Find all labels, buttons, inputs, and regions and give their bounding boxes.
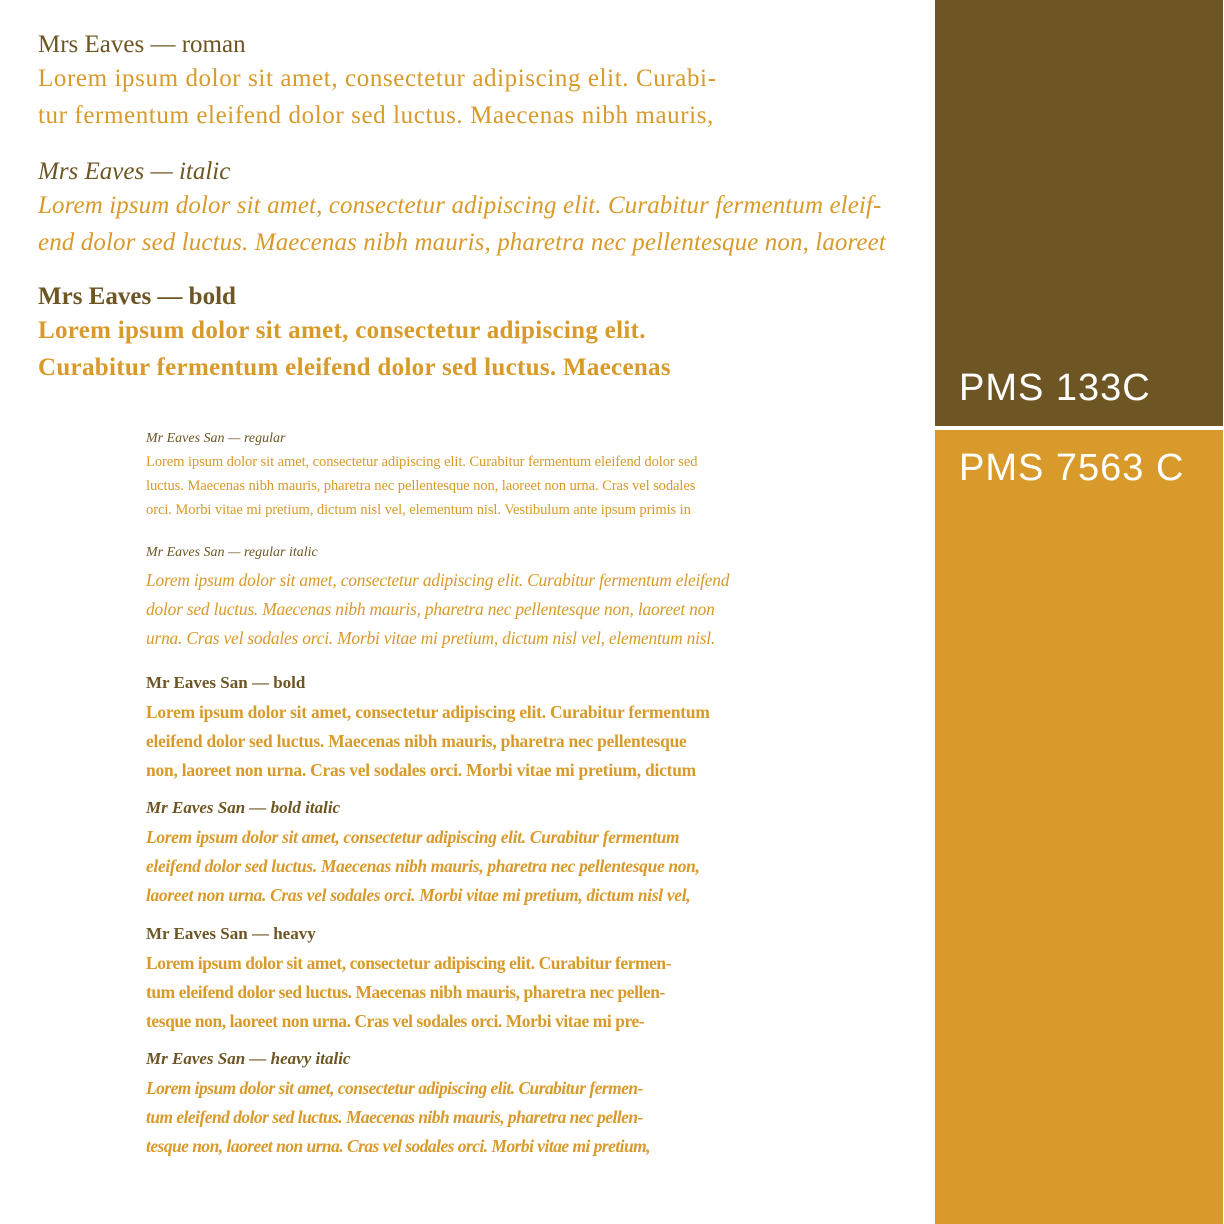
- mr-eaves-san-heavy-italic-label: Mr Eaves San — heavy italic: [146, 1049, 351, 1068]
- sample-line: Lorem ipsum dolor sit amet, consectetur adipiscing elit. Curabi-: [38, 65, 717, 92]
- mr-eaves-san-heavy-italic-block: [146, 1048, 846, 1161]
- sample-line: orci. Morbi vitae mi pretium, dictum nisl vel, elementum nisl. Vestibulum ante ipsum primis in: [146, 502, 691, 518]
- sample-line: Lorem ipsum dolor sit amet, consectetur adipiscing elit. Curabitur fermen-: [146, 1078, 643, 1098]
- sample-line: end dolor sed luctus. Maecenas nibh mauris, pharetra nec pellentesque non, laoreet: [38, 229, 886, 256]
- mrs-eaves-bold-label: Mrs Eaves — bold: [38, 283, 236, 310]
- mrs-eaves-bold-sample: [38, 312, 898, 386]
- mrs-eaves-italic-label: Mrs Eaves — italic: [38, 158, 231, 185]
- sample-line: Lorem ipsum dolor sit amet, consectetur adipiscing elit. Curabitur fermen-: [146, 953, 672, 973]
- mr-eaves-san-regular-italic-label: Mr Eaves San — regular italic: [146, 545, 318, 560]
- mrs-eaves-italic-block: [38, 157, 898, 261]
- sample-line: Curabitur fermentum eleifend dolor sed luctus. Maecenas: [38, 354, 671, 381]
- sample-line: dolor sed luctus. Maecenas nibh mauris, pharetra nec pellentesque non, laoreet non: [146, 599, 715, 619]
- mr-eaves-san-heavy-label: Mr Eaves San — heavy: [146, 924, 316, 943]
- sample-line: Lorem ipsum dolor sit amet, consectetur adipiscing elit. Curabitur fermentum eleif-: [38, 192, 882, 219]
- mrs-eaves-italic-sample: [38, 187, 898, 261]
- sample-line: laoreet non urna. Cras vel sodales orci. Morbi vitae mi pretium, dictum nisl vel,: [146, 885, 691, 905]
- sample-line: tesque non, laoreet non urna. Cras vel sodales orci. Morbi vitae mi pre-: [146, 1011, 645, 1031]
- sample-line: Lorem ipsum dolor sit amet, consectetur adipiscing elit. Curabitur fermentum eleifend: [146, 570, 730, 590]
- mr-eaves-san-heavy-sample: [146, 949, 846, 1036]
- sample-line: Lorem ipsum dolor sit amet, consectetur adipiscing elit. Curabitur fermentum: [146, 702, 710, 722]
- mr-eaves-san-bold-italic-block: [146, 797, 846, 910]
- mrs-eaves-roman-sample: [38, 60, 898, 134]
- sample-line: Lorem ipsum dolor sit amet, consectetur adipiscing elit.: [38, 317, 646, 344]
- swatch-label: PMS 133C: [959, 367, 1151, 409]
- mr-eaves-san-regular-sample: [146, 450, 846, 522]
- sample-line: tum eleifend dolor sed luctus. Maecenas nibh mauris, pharetra nec pellen-: [146, 1107, 643, 1127]
- sample-line: Lorem ipsum dolor sit amet, consectetur adipiscing elit. Curabitur fermentum eleifend dolor sed: [146, 454, 698, 470]
- mr-eaves-san-bold-sample: [146, 698, 846, 785]
- mr-eaves-san-bold-block: [146, 672, 846, 785]
- sample-line: Lorem ipsum dolor sit amet, consectetur adipiscing elit. Curabitur fermentum: [146, 827, 680, 847]
- swatch-pms-7563c: [935, 430, 1223, 1224]
- mrs-eaves-bold-block: [38, 282, 898, 386]
- mr-eaves-san-bold-italic-sample: [146, 823, 846, 910]
- mr-eaves-san-heavy-block: [146, 923, 846, 1036]
- sample-line: luctus. Maecenas nibh mauris, pharetra nec pellentesque non, laoreet non urna. Cras vel sodales: [146, 478, 696, 494]
- sample-line: tesque non, laoreet non urna. Cras vel sodales orci. Morbi vitae mi pretium,: [146, 1136, 651, 1156]
- swatch-pms-133c: [935, 0, 1223, 426]
- sample-line: eleifend dolor sed luctus. Maecenas nibh mauris, pharetra nec pellentesque: [146, 731, 687, 751]
- mr-eaves-san-regular-label: Mr Eaves San — regular: [146, 431, 286, 446]
- mr-eaves-san-heavy-italic-sample: [146, 1074, 846, 1161]
- swatch-label: PMS 7563 C: [959, 447, 1185, 489]
- sample-line: eleifend dolor sed luctus. Maecenas nibh mauris, pharetra nec pellentesque non,: [146, 856, 700, 876]
- sample-line: non, laoreet non urna. Cras vel sodales orci. Morbi vitae mi pretium, dictum: [146, 760, 696, 780]
- mr-eaves-san-regular-italic-sample: [146, 566, 846, 653]
- mr-eaves-san-regular-italic-block: [146, 544, 846, 653]
- sample-line: urna. Cras vel sodales orci. Morbi vitae mi pretium, dictum nisl vel, elementum nisl.: [146, 628, 716, 648]
- mr-eaves-san-regular-block: [146, 430, 846, 522]
- mr-eaves-san-bold-italic-label: Mr Eaves San — bold italic: [146, 798, 341, 817]
- mrs-eaves-roman-label: Mrs Eaves — roman: [38, 31, 246, 58]
- mr-eaves-san-bold-label: Mr Eaves San — bold: [146, 673, 306, 692]
- sample-line: tum eleifend dolor sed luctus. Maecenas nibh mauris, pharetra nec pellen-: [146, 982, 665, 1002]
- mrs-eaves-roman-block: [38, 30, 898, 134]
- sample-line: tur fermentum eleifend dolor sed luctus. Maecenas nibh mauris,: [38, 102, 714, 129]
